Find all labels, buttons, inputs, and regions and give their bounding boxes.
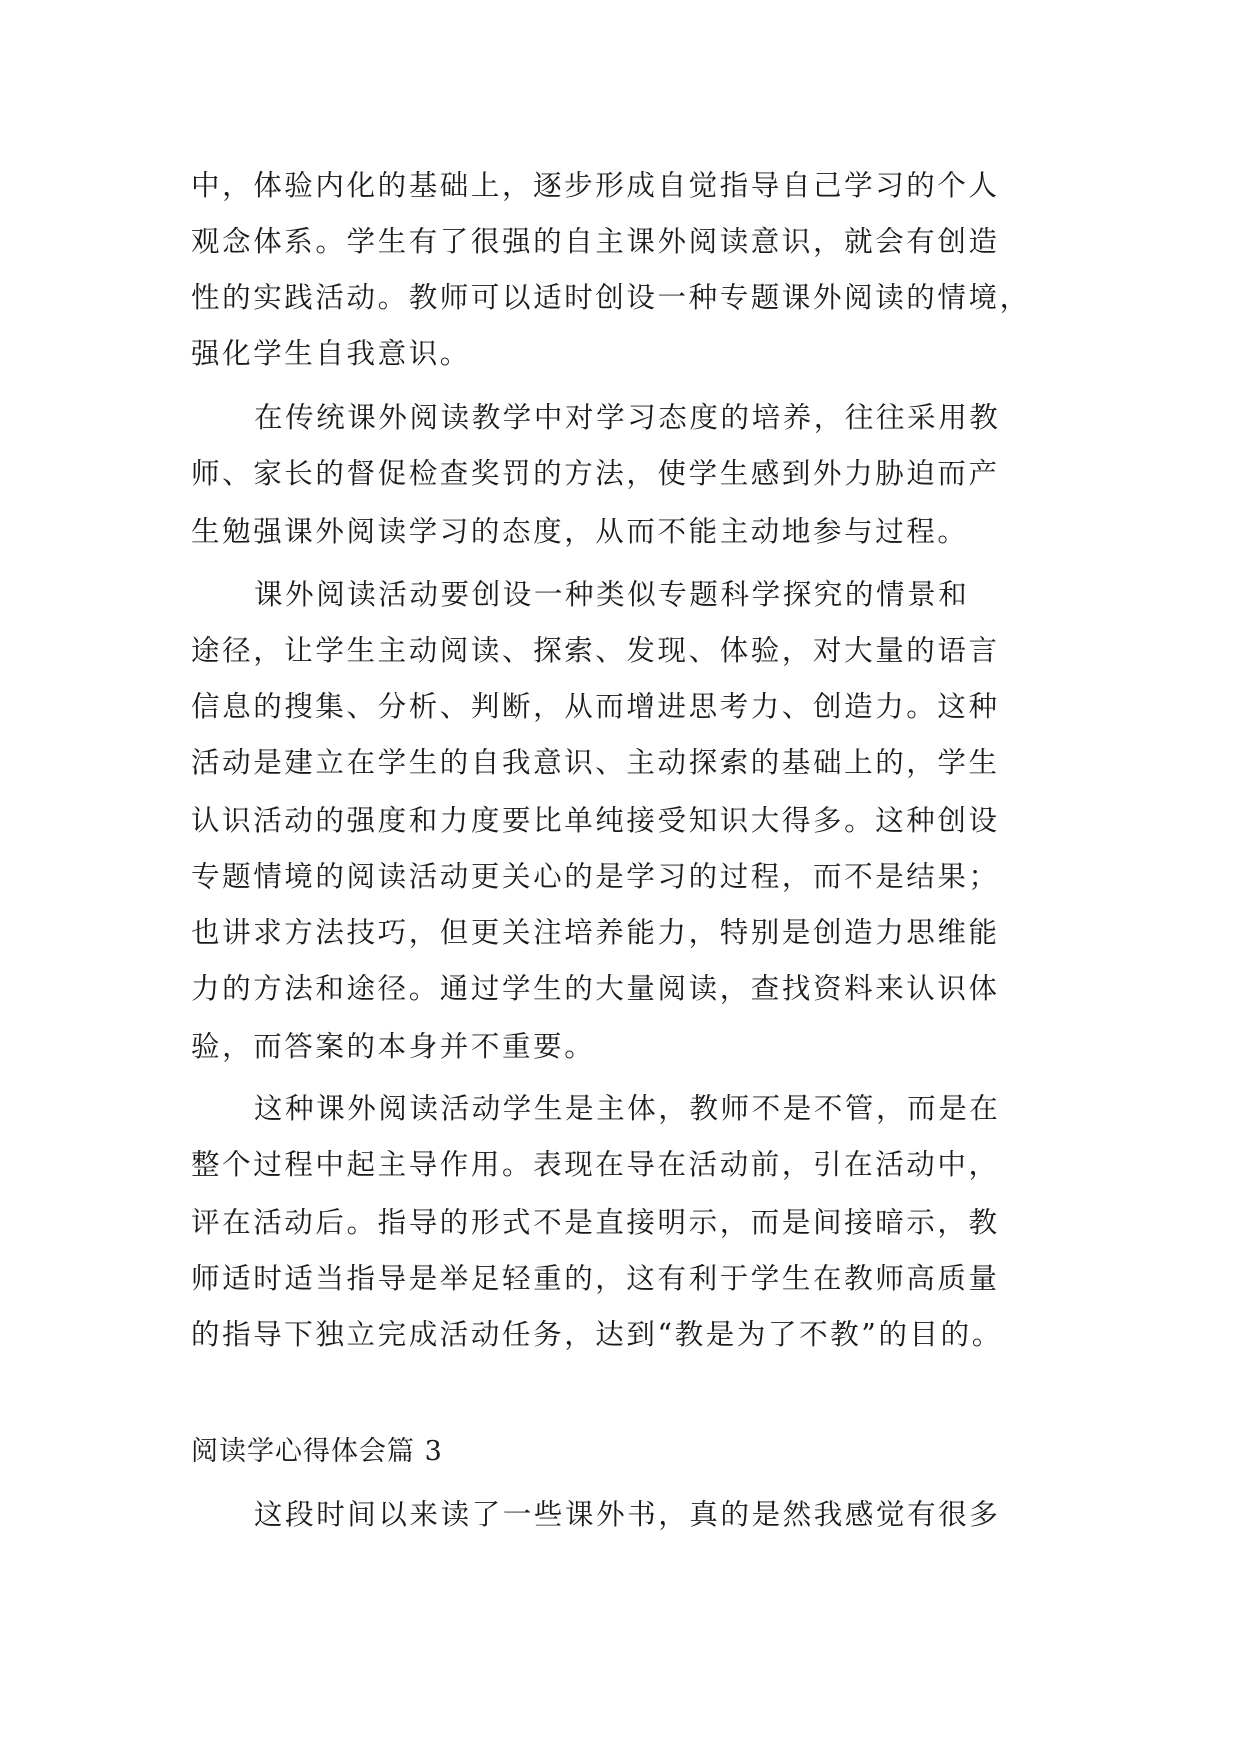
text-line: 专题情境的阅读活动更关心的是学习的过程，而不是结果； <box>191 860 1000 893</box>
text-line: 生勉强课外阅读学习的态度，从而不能主动地参与过程。 <box>191 515 969 548</box>
text-line: 验，而答案的本身并不重要。 <box>191 1030 596 1063</box>
text-line: 认识活动的强度和力度要比单纯接受知识大得多。这种创设 <box>191 804 1000 837</box>
text-line: 整个过程中起主导作用。表现在导在活动前，引在活动中， <box>191 1148 1000 1181</box>
text-line: 途径，让学生主动阅读、探索、发现、体验，对大量的语言 <box>191 634 1000 667</box>
text-line: 信息的搜集、分析、判断，从而增进思考力、创造力。这种 <box>191 690 1000 723</box>
text-line: 中，体验内化的基础上，逐步形成自觉指导自己学习的个人 <box>191 169 1000 202</box>
text-line: 强化学生自我意识。 <box>191 337 471 370</box>
paragraph-first-line: 这段时间以来读了一些课外书，真的是然我感觉有很多 <box>254 1498 1001 1531</box>
text-line: 观念体系。学生有了很强的自主课外阅读意识，就会有创造 <box>191 225 1000 258</box>
paragraph-first-line: 在传统课外阅读教学中对学习态度的培养，往往采用教 <box>254 401 1001 434</box>
text-line: 也讲求方法技巧，但更关注培养能力，特别是创造力思维能 <box>191 916 1000 949</box>
text-line: 活动是建立在学生的自我意识、主动探索的基础上的，学生 <box>191 746 1000 779</box>
paragraph-first-line: 这种课外阅读活动学生是主体，教师不是不管，而是在 <box>254 1092 1001 1125</box>
text-line: 力的方法和途径。通过学生的大量阅读，查找资料来认识体 <box>191 972 1000 1005</box>
paragraph-first-line: 课外阅读活动要创设一种类似专题科学探究的情景和 <box>254 578 970 611</box>
text-line: 性的实践活动。教师可以适时创设一种专题课外阅读的情境， <box>191 281 1031 314</box>
text-line: 师、家长的督促检查奖罚的方法，使学生感到外力胁迫而产 <box>191 457 1000 490</box>
text-line: 评在活动后。指导的形式不是直接明示，而是间接暗示，教 <box>191 1206 1000 1239</box>
text-line: 师适时适当指导是举足轻重的，这有利于学生在教师高质量 <box>191 1262 1000 1295</box>
text-line: 的指导下独立完成活动任务，达到“教是为了不教”的目的。 <box>191 1318 1003 1351</box>
section-heading: 阅读学心得体会篇 3 <box>191 1436 443 1467</box>
